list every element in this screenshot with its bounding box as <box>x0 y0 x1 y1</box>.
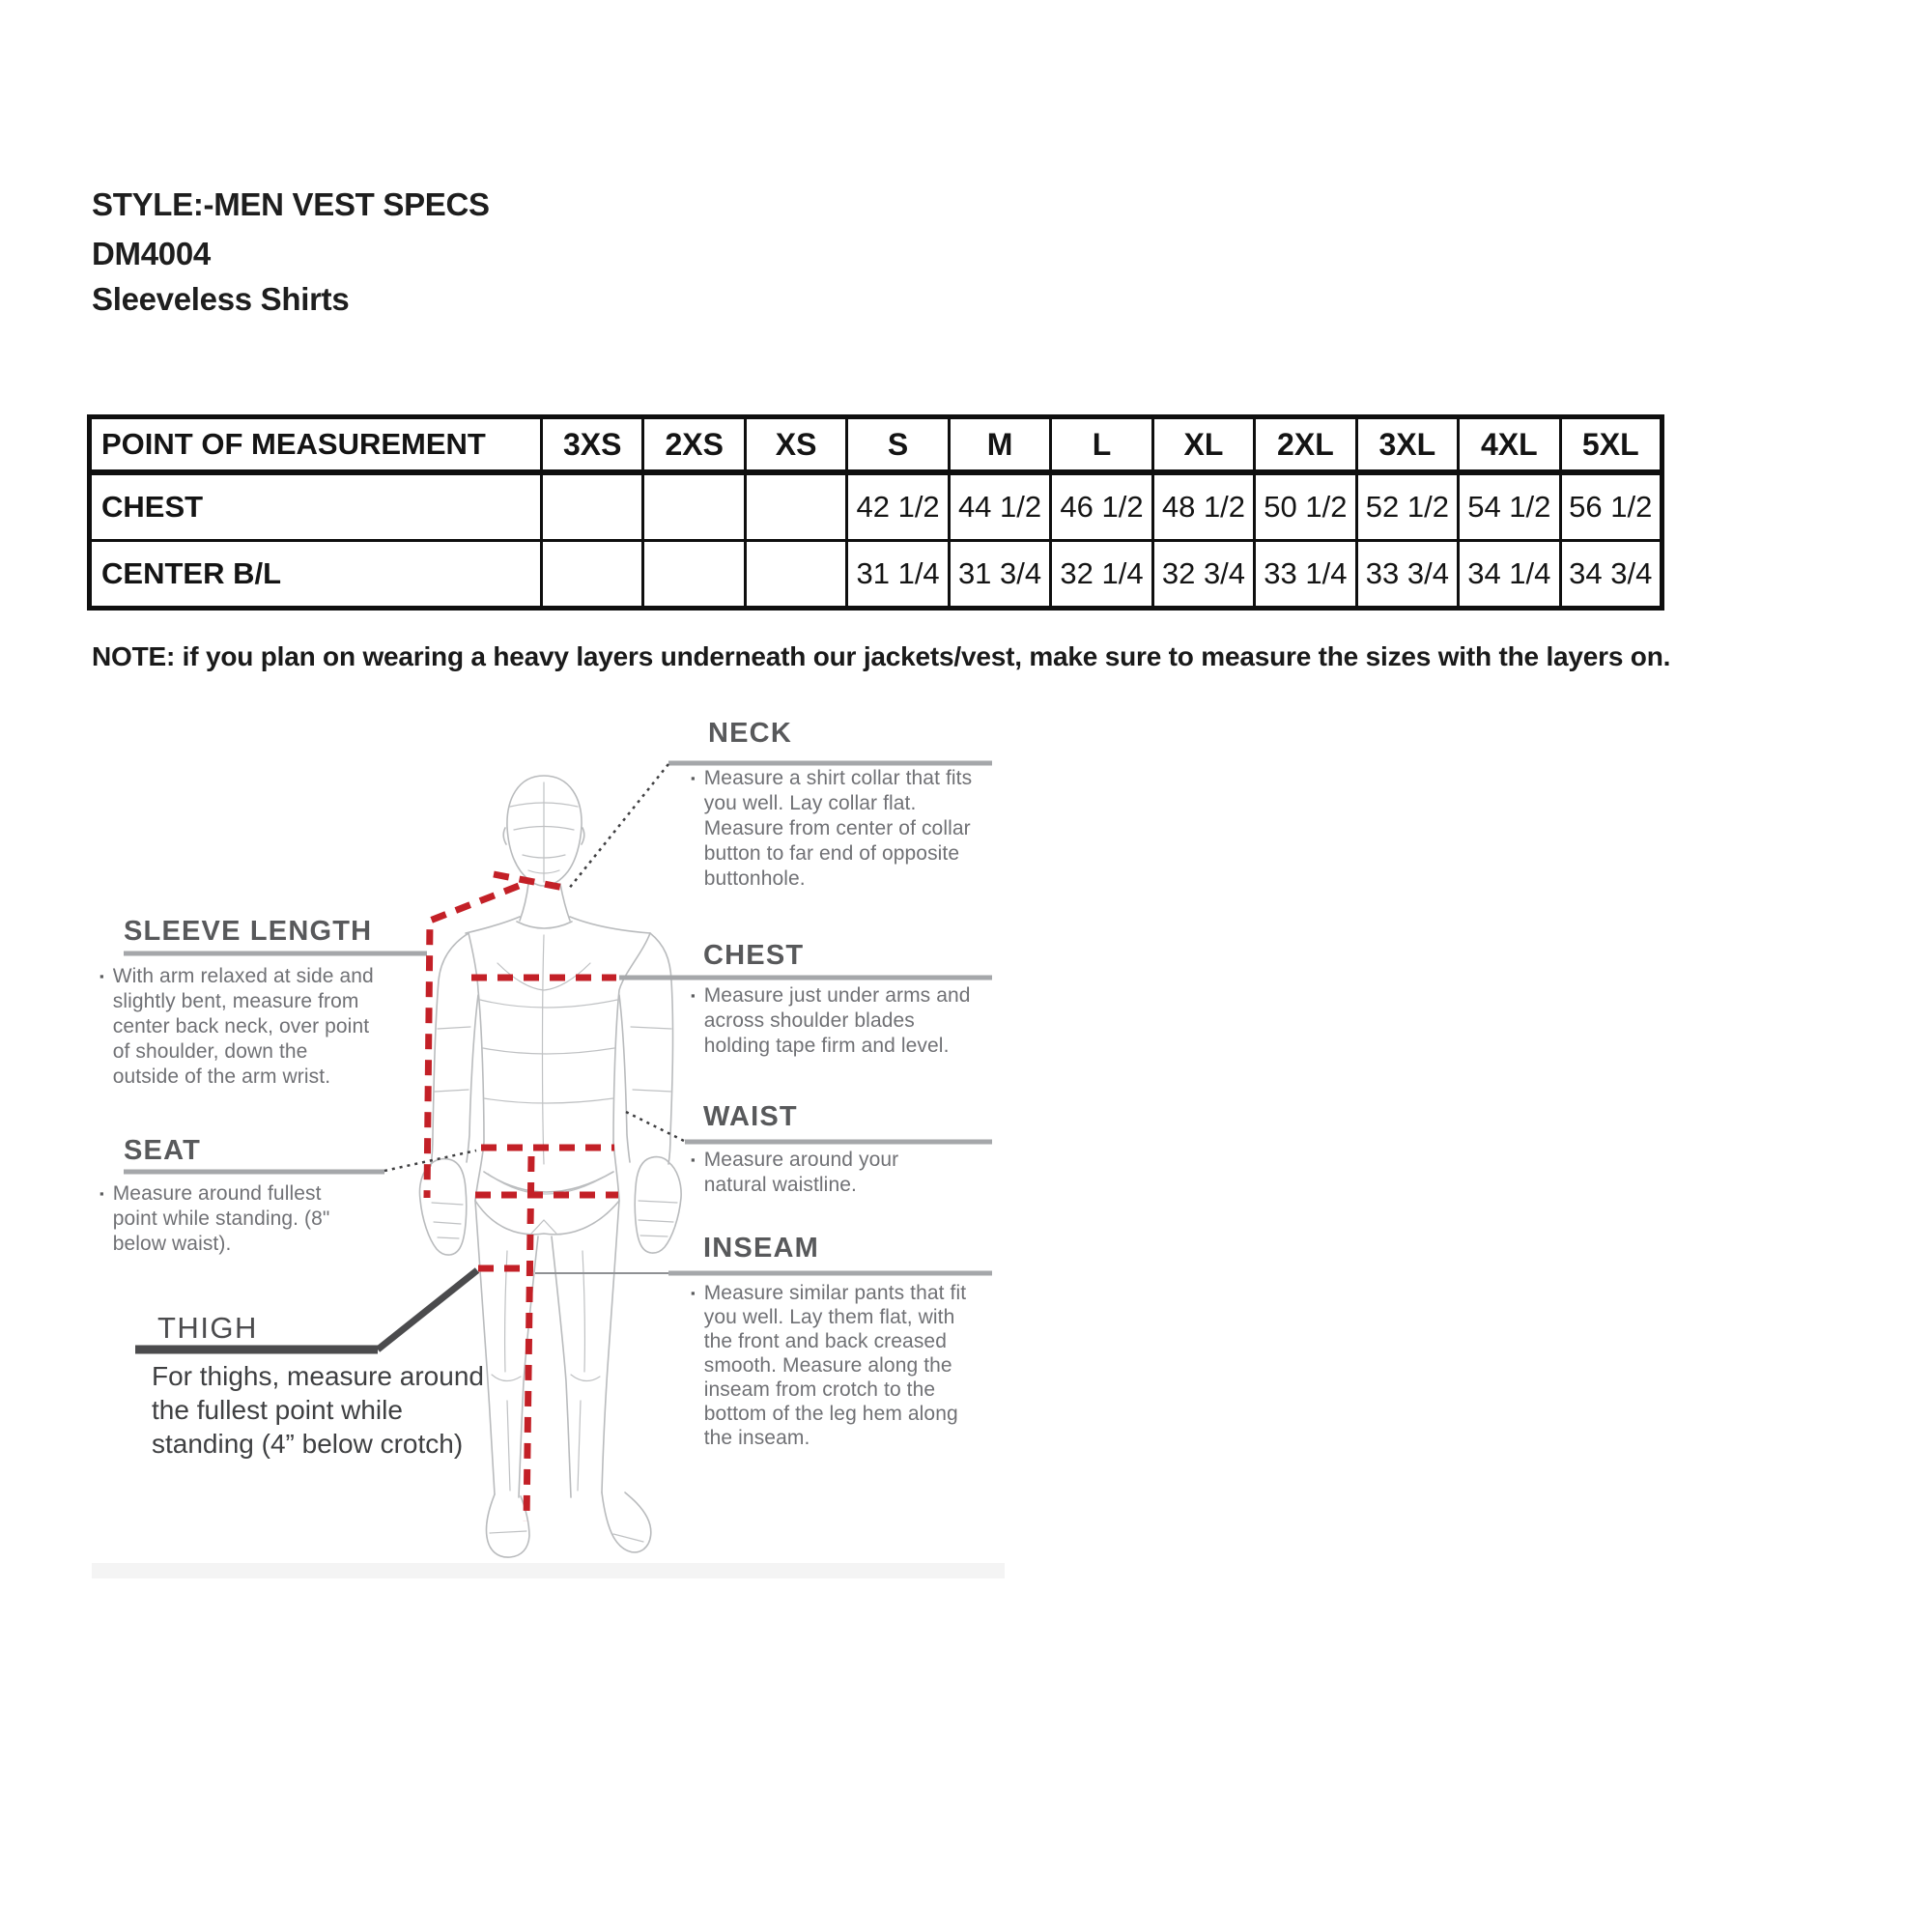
centerbl-value-m: 31 3/4 <box>949 541 1050 609</box>
size-chart-table <box>87 414 1664 611</box>
row-label-chest: CHEST <box>90 472 542 541</box>
col-header-m: M <box>949 417 1050 473</box>
waist-heading: WAIST <box>703 1101 798 1132</box>
chest-value-xs <box>745 472 846 541</box>
thigh-description-text: For thighs, measure around the fullest point while standing (4” below crotch) <box>152 1361 484 1459</box>
centerbl-value-3xl: 33 3/4 <box>1356 541 1458 609</box>
centerbl-value-2xs <box>643 541 745 609</box>
col-header-3xl: 3XL <box>1356 417 1458 473</box>
table-row-chest <box>90 472 1662 541</box>
waist-leader <box>626 1112 684 1141</box>
seat-description-text: Measure around fullest point while standing. (8" below waist). <box>112 1182 330 1255</box>
centerbl-value-s: 31 1/4 <box>847 541 949 609</box>
col-header-4xl: 4XL <box>1459 417 1560 473</box>
chest-value-2xl: 50 1/2 <box>1255 472 1356 541</box>
neck-description-text: Measure a shirt collar that fits you well. Lay collar flat. Measure from center of collar button to far end of opposite buttonhole. <box>703 767 973 890</box>
centerbl-value-xs <box>745 541 846 609</box>
col-header-5xl: 5XL <box>1560 417 1662 473</box>
centerbl-value-l: 32 1/4 <box>1051 541 1152 609</box>
col-header-xl: XL <box>1152 417 1254 473</box>
inseam-measure-line <box>526 1156 531 1521</box>
bullet-icon: ▪ <box>691 1152 696 1167</box>
seat-description <box>99 1181 341 1257</box>
sleeve-length-description <box>99 964 375 1090</box>
inseam-description-text: Measure similar pants that fit you well. Lay them flat, with the front and back creased smooth. Measure along the inseam from crotch to the bottom of the leg hem along the inseam. <box>703 1282 967 1449</box>
measurement-note: NOTE: if you plan on wearing a heavy layers underneath our jackets/vest, make sure to measure the sizes with the layers on. <box>92 641 1671 671</box>
bullet-icon: ▪ <box>691 771 696 785</box>
bullet-icon: ▪ <box>691 988 696 1003</box>
chest-value-s: 42 1/2 <box>847 472 949 541</box>
bullet-icon: ▪ <box>691 1286 696 1300</box>
chest-heading: CHEST <box>703 940 805 971</box>
table-row-center-bl <box>90 541 1662 609</box>
chest-value-2xs <box>643 472 745 541</box>
row-label-center-bl: CENTER B/L <box>90 541 542 609</box>
neck-description <box>691 766 980 892</box>
chest-value-xl: 48 1/2 <box>1152 472 1254 541</box>
waist-description <box>691 1148 952 1198</box>
centerbl-value-5xl: 34 3/4 <box>1560 541 1662 609</box>
neck-heading: NECK <box>708 718 792 749</box>
how-to-measure-diagram <box>92 710 1009 1579</box>
seat-heading: SEAT <box>124 1135 201 1166</box>
col-header-2xs: 2XS <box>643 417 745 473</box>
waist-description-text: Measure around your natural waistline. <box>703 1149 899 1196</box>
chest-value-l: 46 1/2 <box>1051 472 1152 541</box>
size-chart-header-row <box>90 417 1662 473</box>
chest-value-3xs <box>542 472 643 541</box>
style-title: STYLE:-MEN VEST SPECS <box>92 186 490 222</box>
chest-value-m: 44 1/2 <box>949 472 1050 541</box>
sleeve-measure-line <box>427 886 519 1198</box>
thigh-diagonal <box>378 1270 477 1350</box>
chest-description-text: Measure just under arms and across shoulder blades holding tape firm and level. <box>703 984 971 1057</box>
sleeve-length-heading: SLEEVE LENGTH <box>124 916 373 947</box>
chest-value-5xl: 56 1/2 <box>1560 472 1662 541</box>
inseam-description <box>691 1281 976 1450</box>
col-header-s: S <box>847 417 949 473</box>
centerbl-value-2xl: 33 1/4 <box>1255 541 1356 609</box>
bullet-icon: ▪ <box>99 1186 104 1201</box>
chest-value-3xl: 52 1/2 <box>1356 472 1458 541</box>
style-number: DM4004 <box>92 236 211 271</box>
col-header-3xs: 3XS <box>542 417 643 473</box>
chest-value-4xl: 54 1/2 <box>1459 472 1560 541</box>
col-header-2xl: 2XL <box>1255 417 1356 473</box>
garment-type: Sleeveless Shirts <box>92 281 350 317</box>
chest-description <box>691 983 980 1059</box>
centerbl-value-3xs <box>542 541 643 609</box>
inseam-heading: INSEAM <box>703 1233 819 1264</box>
neck-leader <box>568 764 668 890</box>
bullet-icon: ▪ <box>99 969 104 983</box>
sleeve-length-description-text: With arm relaxed at side and slightly bent, measure from center back neck, over point of shoulder, down the outside of the arm wrist. <box>112 965 374 1088</box>
col-header-xs: XS <box>745 417 846 473</box>
centerbl-value-4xl: 34 1/4 <box>1459 541 1560 609</box>
thigh-heading: THIGH <box>157 1311 258 1345</box>
centerbl-value-xl: 32 3/4 <box>1152 541 1254 609</box>
col-header-point-of-measurement: POINT OF MEASUREMENT <box>90 417 542 473</box>
col-header-l: L <box>1051 417 1152 473</box>
